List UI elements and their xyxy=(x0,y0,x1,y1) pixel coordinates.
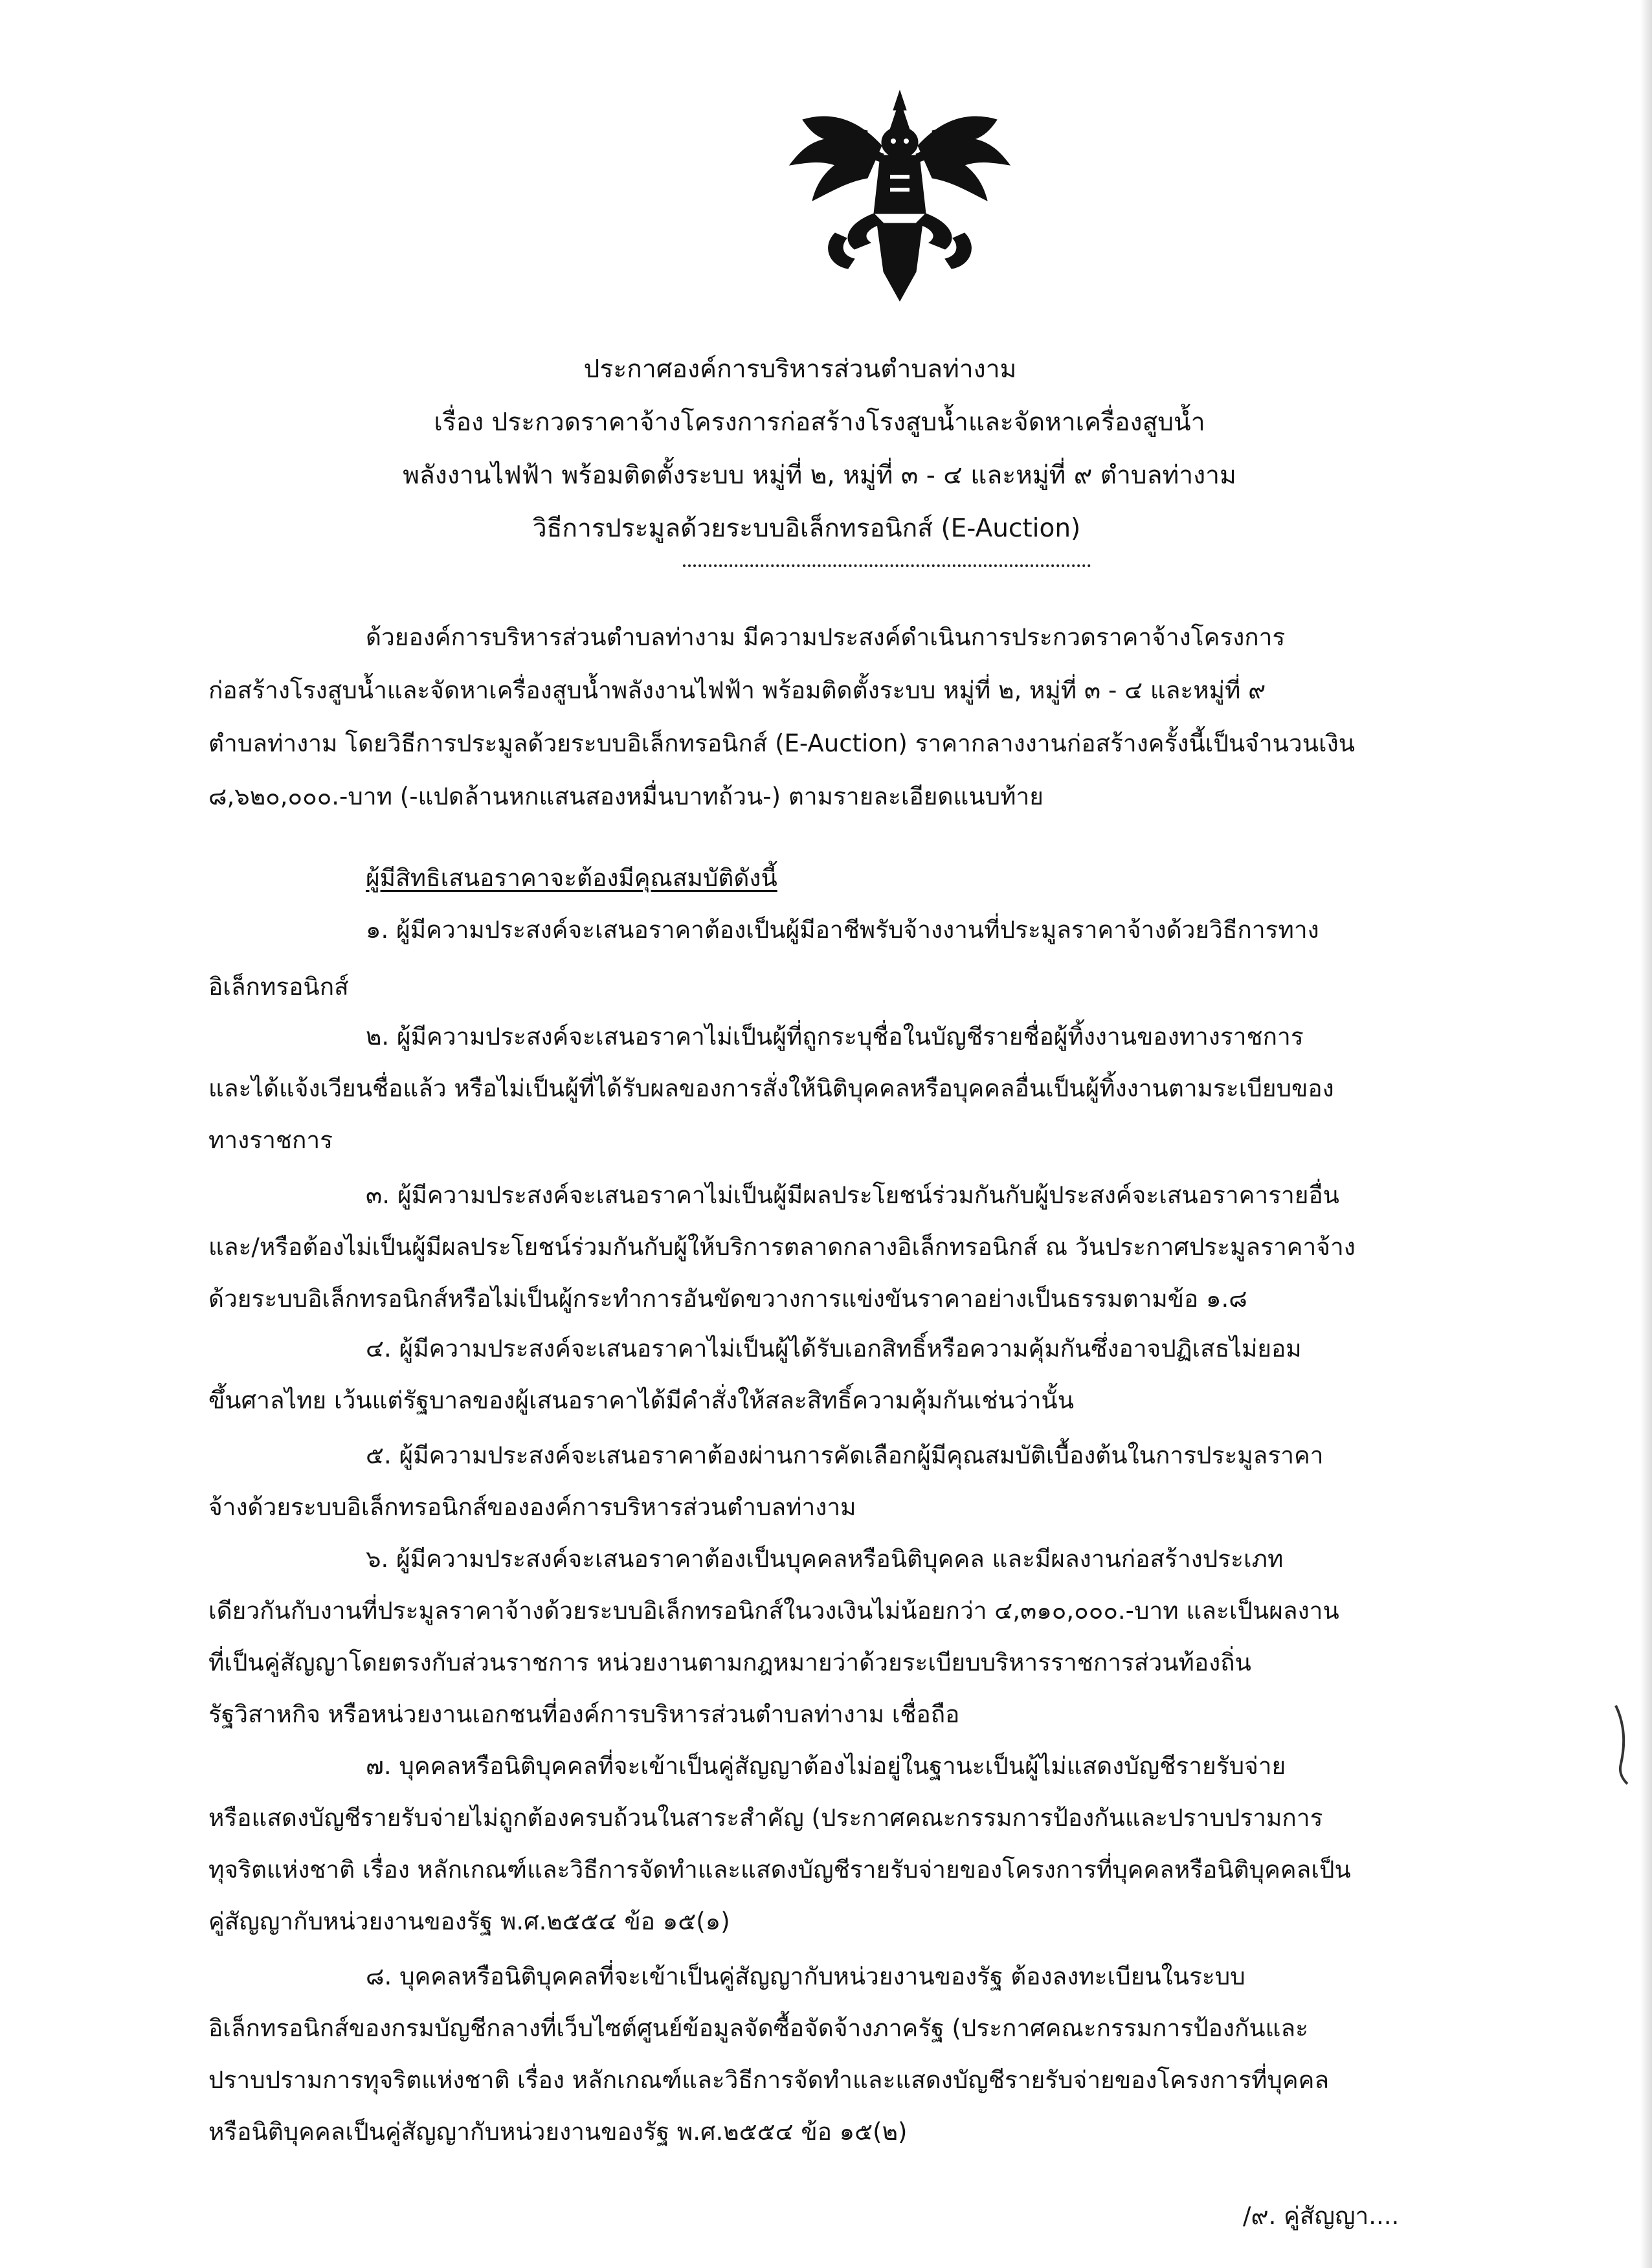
item-7-line-1: ๗. บุคคลหรือนิติบุคคลที่จะเข้าเป็นคู่สัญญาต้องไม่อยู่ในฐานะเป็นผู้ไม่แสดงบัญชีรายรับจ่าย xyxy=(366,1752,1286,1780)
item-8-line-2: อิเล็กทรอนิกส์ของกรมบัญชีกลางที่เว็บไซต์ศูนย์ข้อมูลจัดซื้อจัดจ้างภาครัฐ (ประกาศคณะกรรมการป้องกันและ xyxy=(208,2014,1309,2042)
intro-line-4: ๘,๖๒๐,๐๐๐.-บาท (-แปดล้านหกแสนสองหมื่นบาทถ้วน-) ตามรายละเอียดแนบท้าย xyxy=(208,783,1044,810)
pen-mark xyxy=(1612,1702,1630,1786)
qualifications-heading: ผู้มีสิทธิเสนอราคาจะต้องมีคุณสมบัติดังนี้ xyxy=(366,864,777,892)
announcement-issuer: ประกาศองค์การบริหารส่วนตำบลท่างาม xyxy=(583,355,1017,384)
item-8-line-4: หรือนิติบุคคลเป็นคู่สัญญากับหน่วยงานของรัฐ พ.ศ.๒๕๕๔ ข้อ ๑๕(๒) xyxy=(208,2118,908,2146)
item-7-line-4: คู่สัญญากับหน่วยงานของรัฐ พ.ศ.๒๕๕๔ ข้อ ๑๕(๑) xyxy=(208,1907,730,1935)
intro-line-3: ตำบลท่างาม โดยวิธีการประมูลด้วยระบบอิเล็กทรอนิกส์ (E-Auction) ราคากลางงานก่อสร้างครั้งนี้เป็นจำนวนเงิน xyxy=(208,729,1355,757)
item-4-line-1: ๔. ผู้มีความประสงค์จะเสนอราคาไม่เป็นผู้ได้รับเอกสิทธิ์หรือความคุ้มกันซึ่งอาจปฏิเสธไม่ยอม xyxy=(366,1335,1302,1362)
item-3-line-1: ๓. ผู้มีความประสงค์จะเสนอราคาไม่เป็นผู้มีผลประโยชน์ร่วมกันกับผู้ประสงค์จะเสนอราคารายอื่น xyxy=(366,1181,1339,1209)
item-2-line-3: ทางราชการ xyxy=(208,1126,333,1154)
scan-edge-shadow xyxy=(1640,0,1652,2268)
announcement-subject: เรื่อง ประกวดราคาจ้างโครงการก่อสร้างโรงสูบน้ำและจัดหาเครื่องสูบน้ำ xyxy=(434,408,1205,437)
intro-line-1: ด้วยองค์การบริหารส่วนตำบลท่างาม มีความประสงค์ดำเนินการประกวดราคาจ้างโครงการ xyxy=(366,623,1286,651)
item-8-line-3: ปราบปรามการทุจริตแห่งชาติ เรื่อง หลักเกณฑ์และวิธีการจัดทำและแสดงบัญชีรายรับจ่ายของโครงการที่บุคคล xyxy=(208,2066,1330,2094)
item-5-line-2: จ้างด้วยระบบอิเล็กทรอนิกส์ขององค์การบริหารส่วนตำบลท่างาม xyxy=(208,1493,856,1521)
item-1-line-2: อิเล็กทรอนิกส์ xyxy=(208,973,349,1001)
item-3-line-2: และ/หรือต้องไม่เป็นผู้มีผลประโยชน์ร่วมกันกับผู้ให้บริการตลาดกลางอิเล็กทรอนิกส์ ณ วันประกาศประมูลราคาจ้าง xyxy=(208,1233,1356,1261)
item-6-line-1: ๖. ผู้มีความประสงค์จะเสนอราคาต้องเป็นบุคคลหรือนิติบุคคล และมีผลงานก่อสร้างประเภท xyxy=(366,1545,1284,1573)
item-8-line-1: ๘. บุคคลหรือนิติบุคคลที่จะเข้าเป็นคู่สัญญากับหน่วยงานของรัฐ ต้องลงทะเบียนในระบบ xyxy=(366,1962,1245,1990)
continuation-marker: /๙. คู่สัญญา.... xyxy=(1243,2202,1400,2230)
announcement-subject-cont: พลังงานไฟฟ้า พร้อมติดตั้งระบบ หมู่ที่ ๒, หมู่ที่ ๓ - ๔ และหมู่ที่ ๙ ตำบลท่างาม xyxy=(403,461,1236,490)
garuda-emblem xyxy=(764,84,1036,311)
item-4-line-2: ขึ้นศาลไทย เว้นแต่รัฐบาลของผู้เสนอราคาได้มีคำสั่งให้สละสิทธิ์ความคุ้มกันเช่นว่านั้น xyxy=(208,1386,1075,1414)
item-1-line-1: ๑. ผู้มีความประสงค์จะเสนอราคาต้องเป็นผู้มีอาชีพรับจ้างงานที่ประมูลราคาจ้างด้วยวิธีการทาง xyxy=(366,916,1319,944)
item-7-line-2: หรือแสดงบัญชีรายรับจ่ายไม่ถูกต้องครบถ้วนในสาระสำคัญ (ประกาศคณะกรรมการป้องกันและปราบปรามการ xyxy=(208,1804,1323,1832)
item-2-line-1: ๒. ผู้มีความประสงค์จะเสนอราคาไม่เป็นผู้ที่ถูกระบุชื่อในบัญชีรายชื่อผู้ทิ้งงานของทางราชการ xyxy=(366,1023,1304,1051)
item-3-line-3: ด้วยระบบอิเล็กทรอนิกส์หรือไม่เป็นผู้กระทำการอันขัดขวางการแข่งขันราคาอย่างเป็นธรรมตามข้อ ๑.๘ xyxy=(208,1285,1247,1313)
intro-line-2: ก่อสร้างโรงสูบน้ำและจัดหาเครื่องสูบน้ำพลังงานไฟฟ้า พร้อมติดตั้งระบบ หมู่ที่ ๒, หมู่ที่ ๓ - ๔ และหมู่ที่ ๙ xyxy=(208,676,1266,704)
item-7-line-3: ทุจริตแห่งชาติ เรื่อง หลักเกณฑ์และวิธีการจัดทำและแสดงบัญชีรายรับจ่ายของโครงการที่บุคคลหรือนิติบุคคลเป็น xyxy=(208,1856,1351,1884)
announcement-method: วิธีการประมูลด้วยระบบอิเล็กทรอนิกส์ (E-Auction) xyxy=(532,514,1081,543)
item-6-line-3: ที่เป็นคู่สัญญาโดยตรงกับส่วนราชการ หน่วยงานตามกฎหมายว่าด้วยระเบียบบริหารราชการส่วนท้องถิ่น xyxy=(208,1649,1251,1676)
dotted-separator xyxy=(683,564,1091,567)
item-5-line-1: ๕. ผู้มีความประสงค์จะเสนอราคาต้องผ่านการคัดเลือกผู้มีคุณสมบัติเบื้องต้นในการประมูลราคา xyxy=(366,1441,1324,1469)
item-6-line-4: รัฐวิสาหกิจ หรือหน่วยงานเอกชนที่องค์การบริหารส่วนตำบลท่างาม เชื่อถือ xyxy=(208,1700,960,1728)
item-2-line-2: และได้แจ้งเวียนชื่อแล้ว หรือไม่เป็นผู้ที่ได้รับผลของการสั่งให้นิติบุคคลหรือบุคคลอื่นเป็นผู้ทิ้งงานตามระเบียบของ xyxy=(208,1074,1334,1102)
item-6-line-2: เดียวกันกับงานที่ประมูลราคาจ้างด้วยระบบอิเล็กทรอนิกส์ในวงเงินไม่น้อยกว่า ๔,๓๑๐,๐๐๐.-บาท และเป็นผลงาน xyxy=(208,1597,1339,1625)
